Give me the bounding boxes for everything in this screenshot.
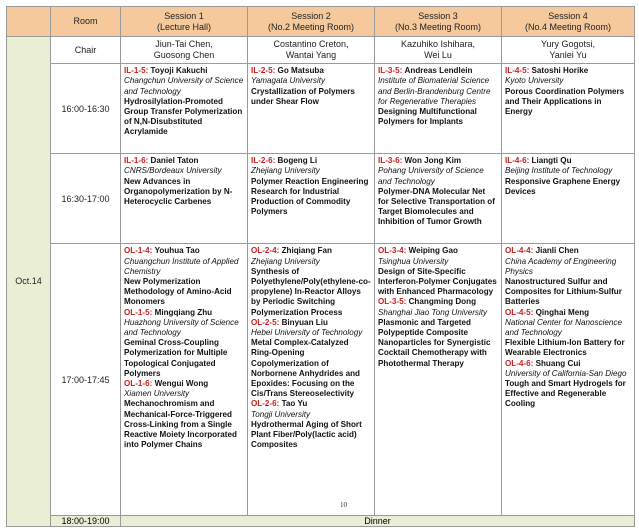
talk-entry bbox=[505, 156, 631, 197]
talk-title: Polymer Reaction Engineering Research for Industrial Production of Commodity Polymers bbox=[251, 176, 369, 217]
date-cell: Oct.14 bbox=[7, 37, 51, 527]
speaker-name: Jianli Chen bbox=[535, 246, 579, 256]
speaker-name: Daniel Taton bbox=[150, 156, 199, 166]
talk-code: OL-1-4: bbox=[124, 246, 153, 256]
speaker-name: Wengui Wong bbox=[154, 379, 209, 389]
talk-title: Responsive Graphene Energy Devices bbox=[505, 176, 621, 196]
slot-cell bbox=[502, 64, 635, 154]
talk-title: Mechanochromism and Mechanical-Force-Triggered Cross-Linking from a Single Reactive Moiety Incorporated into Polymer Chains bbox=[124, 399, 237, 450]
slot-cell bbox=[375, 64, 502, 154]
talk-code: IL-4-5: bbox=[505, 66, 530, 76]
talk-title: Design of Site-Specific Interferon-Polymer Conjugates with Enhanced Pharmacology bbox=[378, 266, 497, 297]
talk-entry bbox=[378, 246, 498, 297]
speaker-affiliation: Xiamen University bbox=[124, 389, 190, 399]
speaker-affiliation: Tongji University bbox=[251, 409, 311, 419]
talk-title: Crystallization of Polymers under Shear Flow bbox=[251, 86, 355, 106]
talk-entry bbox=[378, 156, 498, 227]
talk-entry bbox=[505, 66, 631, 117]
chair-label: Chair bbox=[51, 37, 121, 64]
talk-entry bbox=[251, 399, 371, 450]
talk-code: IL-3-6: bbox=[378, 156, 403, 166]
header-row bbox=[7, 7, 635, 37]
talk-code: OL-1-5: bbox=[124, 307, 153, 317]
speaker-name: Bogeng Li bbox=[277, 156, 318, 166]
slot-row-1 bbox=[7, 64, 635, 154]
session-cell-content bbox=[375, 244, 501, 370]
session-cell-content bbox=[502, 244, 634, 411]
talk-title: Porous Coordination Polymers and Their Applications in Energy bbox=[505, 86, 625, 116]
talk-code: OL-4-4: bbox=[505, 246, 534, 256]
speaker-affiliation: Zhejiang University bbox=[251, 166, 320, 176]
slot-cell bbox=[375, 154, 502, 244]
talk-code: OL-2-6: bbox=[251, 399, 280, 409]
talk-title: Designing Multifunctional Polymers for Implants bbox=[378, 106, 477, 127]
speaker-name: Toyoji Kakuchi bbox=[150, 66, 208, 76]
talk-entry bbox=[505, 308, 631, 359]
speaker-name: Tao Yu bbox=[281, 399, 308, 409]
speaker-affiliation: Tsinghua University bbox=[378, 256, 449, 266]
slot-cell bbox=[248, 154, 375, 244]
talk-entry bbox=[124, 246, 244, 307]
chair-session-4: Yury Gogotsi, Yanlei Yu bbox=[502, 37, 635, 64]
talk-title: Synthesis of Polyethylene/Poly(ethylene-co-propylene) In-Reactor Alloys by Periodic Switching Polymerization Process bbox=[251, 266, 371, 317]
session-cell-content bbox=[248, 154, 374, 219]
talk-code: IL-3-5: bbox=[378, 66, 403, 76]
speaker-affiliation: CNRS/Bordeaux University bbox=[124, 166, 222, 176]
talk-code: OL-1-6: bbox=[124, 379, 153, 389]
speaker-name: Mingqiang Zhu bbox=[154, 307, 213, 317]
talk-code: IL-1-6: bbox=[124, 156, 149, 166]
talk-code: IL-2-6: bbox=[251, 156, 276, 166]
speaker-name: Changming Dong bbox=[408, 297, 477, 307]
blank-corner bbox=[7, 7, 51, 37]
chair-session-3: Kazuhiko Ishihara, Wei Lu bbox=[375, 37, 502, 64]
chair-session-1: Jiun-Tai Chen, Guosong Chen bbox=[121, 37, 248, 64]
chair-session-2: Costantino Creton, Wantai Yang bbox=[248, 37, 375, 64]
talk-title: Tough and Smart Hydrogels for Effective and Regenerable Cooling bbox=[505, 379, 626, 409]
slot-cell bbox=[121, 64, 248, 154]
speaker-affiliation: China Academy of Engineering Physics bbox=[505, 256, 617, 276]
talk-code: OL-2-5: bbox=[251, 317, 280, 327]
talk-code: IL-2-5: bbox=[251, 66, 276, 76]
talk-title: Plasmonic and Targeted Polypeptide Composite Nanoparticles for Synergistic Cocktail Chemotherapy with Photothermal Therapy bbox=[378, 317, 491, 368]
talk-entry bbox=[378, 66, 498, 127]
talk-title: Flexible Lithium-Ion Battery for Wearable Electronics bbox=[505, 338, 625, 358]
session-cell-content bbox=[121, 244, 247, 452]
dinner-row bbox=[7, 515, 635, 526]
speaker-affiliation: Institute of Biomaterial Science and Berlin-Brandenburg Centre for Regenerative Therapies bbox=[378, 76, 491, 106]
speaker-affiliation: Beijing Institute of Technology bbox=[505, 166, 613, 176]
slot-cell bbox=[375, 244, 502, 516]
talk-code: IL-4-6: bbox=[505, 156, 530, 166]
talk-title: Metal Complex-Catalyzed Ring-Opening Copolymerization of Norbornene Anhydrides and Epoxides: Focusing on the Cis/Trans Stereoselectivity bbox=[251, 338, 360, 399]
talk-entry bbox=[505, 246, 631, 307]
talk-title: Geminal Cross-Coupling Polymerization for Multiple Topological Conjugated Polymers bbox=[124, 338, 228, 378]
session-4-header: Session 4 (No.4 Meeting Room) bbox=[502, 7, 635, 37]
speaker-affiliation: Changchun University of Science and Technology bbox=[124, 76, 244, 96]
session-cell-content bbox=[121, 64, 247, 139]
time-slot: 16:30-17:00 bbox=[51, 154, 121, 244]
session-cell-content bbox=[375, 154, 501, 229]
talk-title: Polymer-DNA Molecular Net for Selective Transportation of Target Biomolecules and Inhibition of Tumor Growth bbox=[378, 186, 495, 227]
session-cell-content bbox=[121, 154, 247, 209]
conference-schedule-table bbox=[6, 6, 635, 527]
speaker-affiliation: Shanghai Jiao Tong University bbox=[378, 307, 488, 317]
page-number: 10 bbox=[340, 501, 347, 509]
time-slot: 17:00-17:45 bbox=[51, 244, 121, 516]
speaker-name: Go Matsuba bbox=[277, 66, 324, 76]
session-2-header: Session 2 (No.2 Meeting Room) bbox=[248, 7, 375, 37]
speaker-affiliation: Yamagata University bbox=[251, 76, 326, 86]
slot-cell bbox=[121, 154, 248, 244]
session-cell-content bbox=[502, 64, 634, 119]
speaker-name: Binyuan Liu bbox=[281, 317, 328, 327]
talk-entry bbox=[378, 297, 498, 368]
slot-cell bbox=[248, 244, 375, 516]
speaker-name: Shuang Cui bbox=[535, 358, 581, 368]
talk-title: New Polymerization Methodology of Amino-Acid Monomers bbox=[124, 277, 232, 307]
session-3-header: Session 3 (No.3 Meeting Room) bbox=[375, 7, 502, 37]
talk-entry bbox=[505, 359, 631, 410]
talk-entry bbox=[124, 156, 244, 207]
speaker-affiliation: Huazhong University of Science and Technology bbox=[124, 317, 239, 338]
talk-code: OL-3-5: bbox=[378, 297, 407, 307]
room-header: Room bbox=[51, 7, 121, 37]
talk-entry bbox=[124, 66, 244, 137]
slot-row-2 bbox=[7, 154, 635, 244]
session-cell-content bbox=[248, 64, 374, 109]
talk-entry bbox=[124, 379, 244, 450]
speaker-affiliation: University of California-San Diego bbox=[505, 368, 627, 378]
speaker-affiliation: Kyoto University bbox=[505, 76, 564, 86]
talk-title: New Advances in Organopolymerization by N-Heterocyclic Carbenes bbox=[124, 176, 233, 207]
session-1-header: Session 1 (Lecture Hall) bbox=[121, 7, 248, 37]
speaker-affiliation: Pohang University of Science and Technology bbox=[378, 166, 484, 186]
talk-entry bbox=[251, 156, 371, 217]
slot-row-3 bbox=[7, 244, 635, 516]
speaker-name: Zhiqiang Fan bbox=[281, 246, 332, 256]
speaker-name: Satoshi Horike bbox=[531, 66, 589, 76]
slot-cell bbox=[248, 64, 375, 154]
session-cell-content bbox=[248, 244, 374, 452]
talk-code: IL-1-5: bbox=[124, 66, 149, 76]
talk-entry bbox=[251, 318, 371, 400]
speaker-affiliation: Zhejiang University bbox=[251, 256, 320, 266]
speaker-name: Liangti Qu bbox=[531, 156, 572, 166]
dinner-time: 18:00-19:00 bbox=[51, 515, 121, 526]
speaker-name: Won Jong Kim bbox=[404, 156, 462, 166]
talk-entry bbox=[251, 66, 371, 107]
slot-cell bbox=[121, 244, 248, 516]
speaker-affiliation: Chuangchun Institute of Applied Chemistry bbox=[124, 256, 239, 276]
slot-cell bbox=[502, 244, 635, 516]
speaker-name: Youhua Tao bbox=[154, 246, 200, 256]
speaker-name: Qinghai Meng bbox=[535, 307, 590, 317]
talk-code: OL-3-4: bbox=[378, 246, 407, 256]
talk-code: OL-4-6: bbox=[505, 358, 534, 368]
speaker-name: Andreas Lendlein bbox=[404, 66, 473, 76]
talk-title: Nanostructured Sulfur and Composites for Lithium-Sulfur Batteries bbox=[505, 277, 622, 307]
speaker-affiliation: National Center for Nanoscience and Technology bbox=[505, 317, 622, 338]
chair-row bbox=[7, 37, 635, 64]
slot-cell bbox=[502, 154, 635, 244]
time-slot: 16:00-16:30 bbox=[51, 64, 121, 154]
talk-code: OL-4-5: bbox=[505, 307, 534, 317]
talk-entry bbox=[124, 308, 244, 379]
session-cell-content bbox=[375, 64, 501, 129]
session-cell-content bbox=[502, 154, 634, 199]
speaker-name: Weiping Gao bbox=[408, 246, 458, 256]
speaker-affiliation: Hebei University of Technology bbox=[251, 328, 363, 338]
talk-code: OL-2-4: bbox=[251, 246, 280, 256]
talk-title: Hydrothermal Aging of Short Plant Fiber/Poly(lactic acid) Composites bbox=[251, 419, 362, 450]
talk-entry bbox=[251, 246, 371, 317]
talk-title: Hydrosilylation-Promoted Group Transfer Polymerization of N,N-Disubstituted Acrylamide bbox=[124, 96, 243, 137]
dinner-label: Dinner bbox=[121, 515, 635, 526]
